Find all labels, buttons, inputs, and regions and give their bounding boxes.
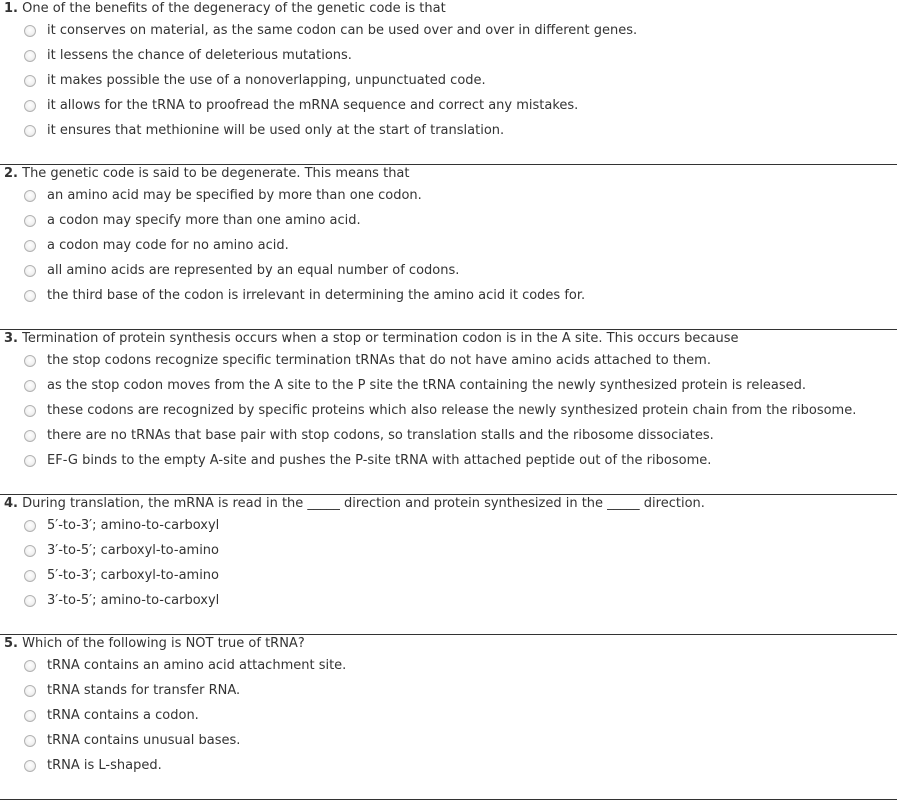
question-text: Termination of protein synthesis occurs when a stop or termination codon is in the A site. This occurs because (22, 331, 739, 346)
radio-button[interactable] (24, 735, 36, 747)
question-4 (0, 495, 897, 635)
answer-option-label[interactable]: it makes possible the use of a nonoverlapping, unpunctuated code. (47, 73, 486, 88)
radio-button[interactable] (24, 710, 36, 722)
answer-option-label[interactable]: there are no tRNAs that base pair with stop codons, so translation stalls and the ribosome dissociates. (47, 428, 714, 443)
answer-option-label[interactable]: 5′-to-3′; amino-to-carboxyl (47, 518, 220, 533)
radio-button[interactable] (24, 380, 36, 392)
answer-option-label[interactable]: EF-G binds to the empty A-site and pushes the P-site tRNA with attached peptide out of the ribosome. (47, 453, 712, 468)
question-text: One of the benefits of the degeneracy of the genetic code is that (22, 1, 446, 16)
answer-option-label[interactable]: tRNA contains unusual bases. (47, 733, 241, 748)
question-5-prompt (4, 635, 305, 653)
answer-option-label[interactable]: a codon may specify more than one amino acid. (47, 213, 361, 228)
answer-option-label[interactable]: 5′-to-3′; carboxyl-to-amino (47, 568, 220, 583)
answer-option-label[interactable]: 3′-to-5′; carboxyl-to-amino (47, 543, 220, 558)
answer-option-label[interactable]: tRNA is L-shaped. (47, 758, 162, 773)
radio-button[interactable] (24, 405, 36, 417)
question-5 (0, 635, 897, 800)
radio-button[interactable] (24, 290, 36, 302)
answer-option-label[interactable]: a codon may code for no amino acid. (47, 238, 289, 253)
question-number: 2. (4, 166, 18, 181)
radio-button[interactable] (24, 50, 36, 62)
radio-button[interactable] (24, 190, 36, 202)
question-number: 5. (4, 636, 18, 651)
radio-button[interactable] (24, 215, 36, 227)
question-1 (0, 0, 897, 165)
answer-option[interactable] (24, 678, 346, 703)
answer-option[interactable] (24, 348, 856, 373)
answer-option-label[interactable]: 3′-to-5′; amino-to-carboxyl (47, 593, 220, 608)
answer-option-label[interactable]: tRNA contains an amino acid attachment site. (47, 658, 347, 673)
answer-option[interactable] (24, 68, 637, 93)
answer-options (24, 183, 585, 308)
answer-option-label[interactable]: tRNA stands for transfer RNA. (47, 683, 241, 698)
answer-option-label[interactable]: tRNA contains a codon. (47, 708, 199, 723)
radio-button[interactable] (24, 545, 36, 557)
answer-option-label[interactable]: the third base of the codon is irrelevant in determining the amino acid it codes for. (47, 288, 586, 303)
answer-option[interactable] (24, 398, 856, 423)
radio-button[interactable] (24, 595, 36, 607)
answer-option[interactable] (24, 233, 585, 258)
question-4-prompt (4, 495, 705, 513)
radio-button[interactable] (24, 430, 36, 442)
answer-option-label[interactable]: it conserves on material, as the same codon can be used over and over in different genes. (47, 23, 638, 38)
answer-option[interactable] (24, 93, 637, 118)
question-number: 4. (4, 496, 18, 511)
answer-option[interactable] (24, 588, 219, 613)
answer-option[interactable] (24, 728, 346, 753)
answer-option[interactable] (24, 563, 219, 588)
answer-option[interactable] (24, 18, 637, 43)
question-text: During translation, the mRNA is read in the _____ direction and protein synthesized in the _____ direction. (22, 496, 705, 511)
answer-option-label[interactable]: an amino acid may be specified by more than one codon. (47, 188, 422, 203)
answer-option[interactable] (24, 653, 346, 678)
radio-button[interactable] (24, 520, 36, 532)
answer-option[interactable] (24, 703, 346, 728)
question-number: 1. (4, 1, 18, 16)
question-1-prompt (4, 0, 446, 18)
question-text: Which of the following is NOT true of tRNA? (22, 636, 305, 651)
answer-option[interactable] (24, 283, 585, 308)
question-2 (0, 165, 897, 330)
radio-button[interactable] (24, 125, 36, 137)
radio-button[interactable] (24, 100, 36, 112)
answer-option[interactable] (24, 373, 856, 398)
answer-option-label[interactable]: the stop codons recognize specific termination tRNAs that do not have amino acids attached to them. (47, 353, 711, 368)
radio-button[interactable] (24, 25, 36, 37)
answer-option[interactable] (24, 423, 856, 448)
answer-option-label[interactable]: these codons are recognized by specific proteins which also release the newly synthesized protein chain from the ribosome. (47, 403, 857, 418)
answer-option[interactable] (24, 208, 585, 233)
answer-option[interactable] (24, 118, 637, 143)
answer-option[interactable] (24, 448, 856, 473)
radio-button[interactable] (24, 240, 36, 252)
radio-button[interactable] (24, 660, 36, 672)
answer-option-label[interactable]: it lessens the chance of deleterious mutations. (47, 48, 352, 63)
answer-options (24, 513, 219, 613)
radio-button[interactable] (24, 760, 36, 772)
answer-options (24, 18, 637, 143)
answer-option-label[interactable]: it allows for the tRNA to proofread the mRNA sequence and correct any mistakes. (47, 98, 579, 113)
radio-button[interactable] (24, 355, 36, 367)
answer-option[interactable] (24, 183, 585, 208)
answer-option-label[interactable]: all amino acids are represented by an equal number of codons. (47, 263, 460, 278)
radio-button[interactable] (24, 455, 36, 467)
radio-button[interactable] (24, 265, 36, 277)
radio-button[interactable] (24, 75, 36, 87)
answer-option[interactable] (24, 43, 637, 68)
question-number: 3. (4, 331, 18, 346)
radio-button[interactable] (24, 685, 36, 697)
answer-option[interactable] (24, 753, 346, 778)
question-3 (0, 330, 897, 495)
answer-option-label[interactable]: as the stop codon moves from the A site to the P site the tRNA containing the newly synthesized protein is released. (47, 378, 807, 393)
answer-option[interactable] (24, 538, 219, 563)
answer-options (24, 348, 856, 473)
answer-options (24, 653, 346, 778)
question-text: The genetic code is said to be degenerate. This means that (22, 166, 410, 181)
question-3-prompt (4, 330, 739, 348)
radio-button[interactable] (24, 570, 36, 582)
answer-option[interactable] (24, 258, 585, 283)
answer-option[interactable] (24, 513, 219, 538)
question-2-prompt (4, 165, 410, 183)
answer-option-label[interactable]: it ensures that methionine will be used only at the start of translation. (47, 123, 505, 138)
